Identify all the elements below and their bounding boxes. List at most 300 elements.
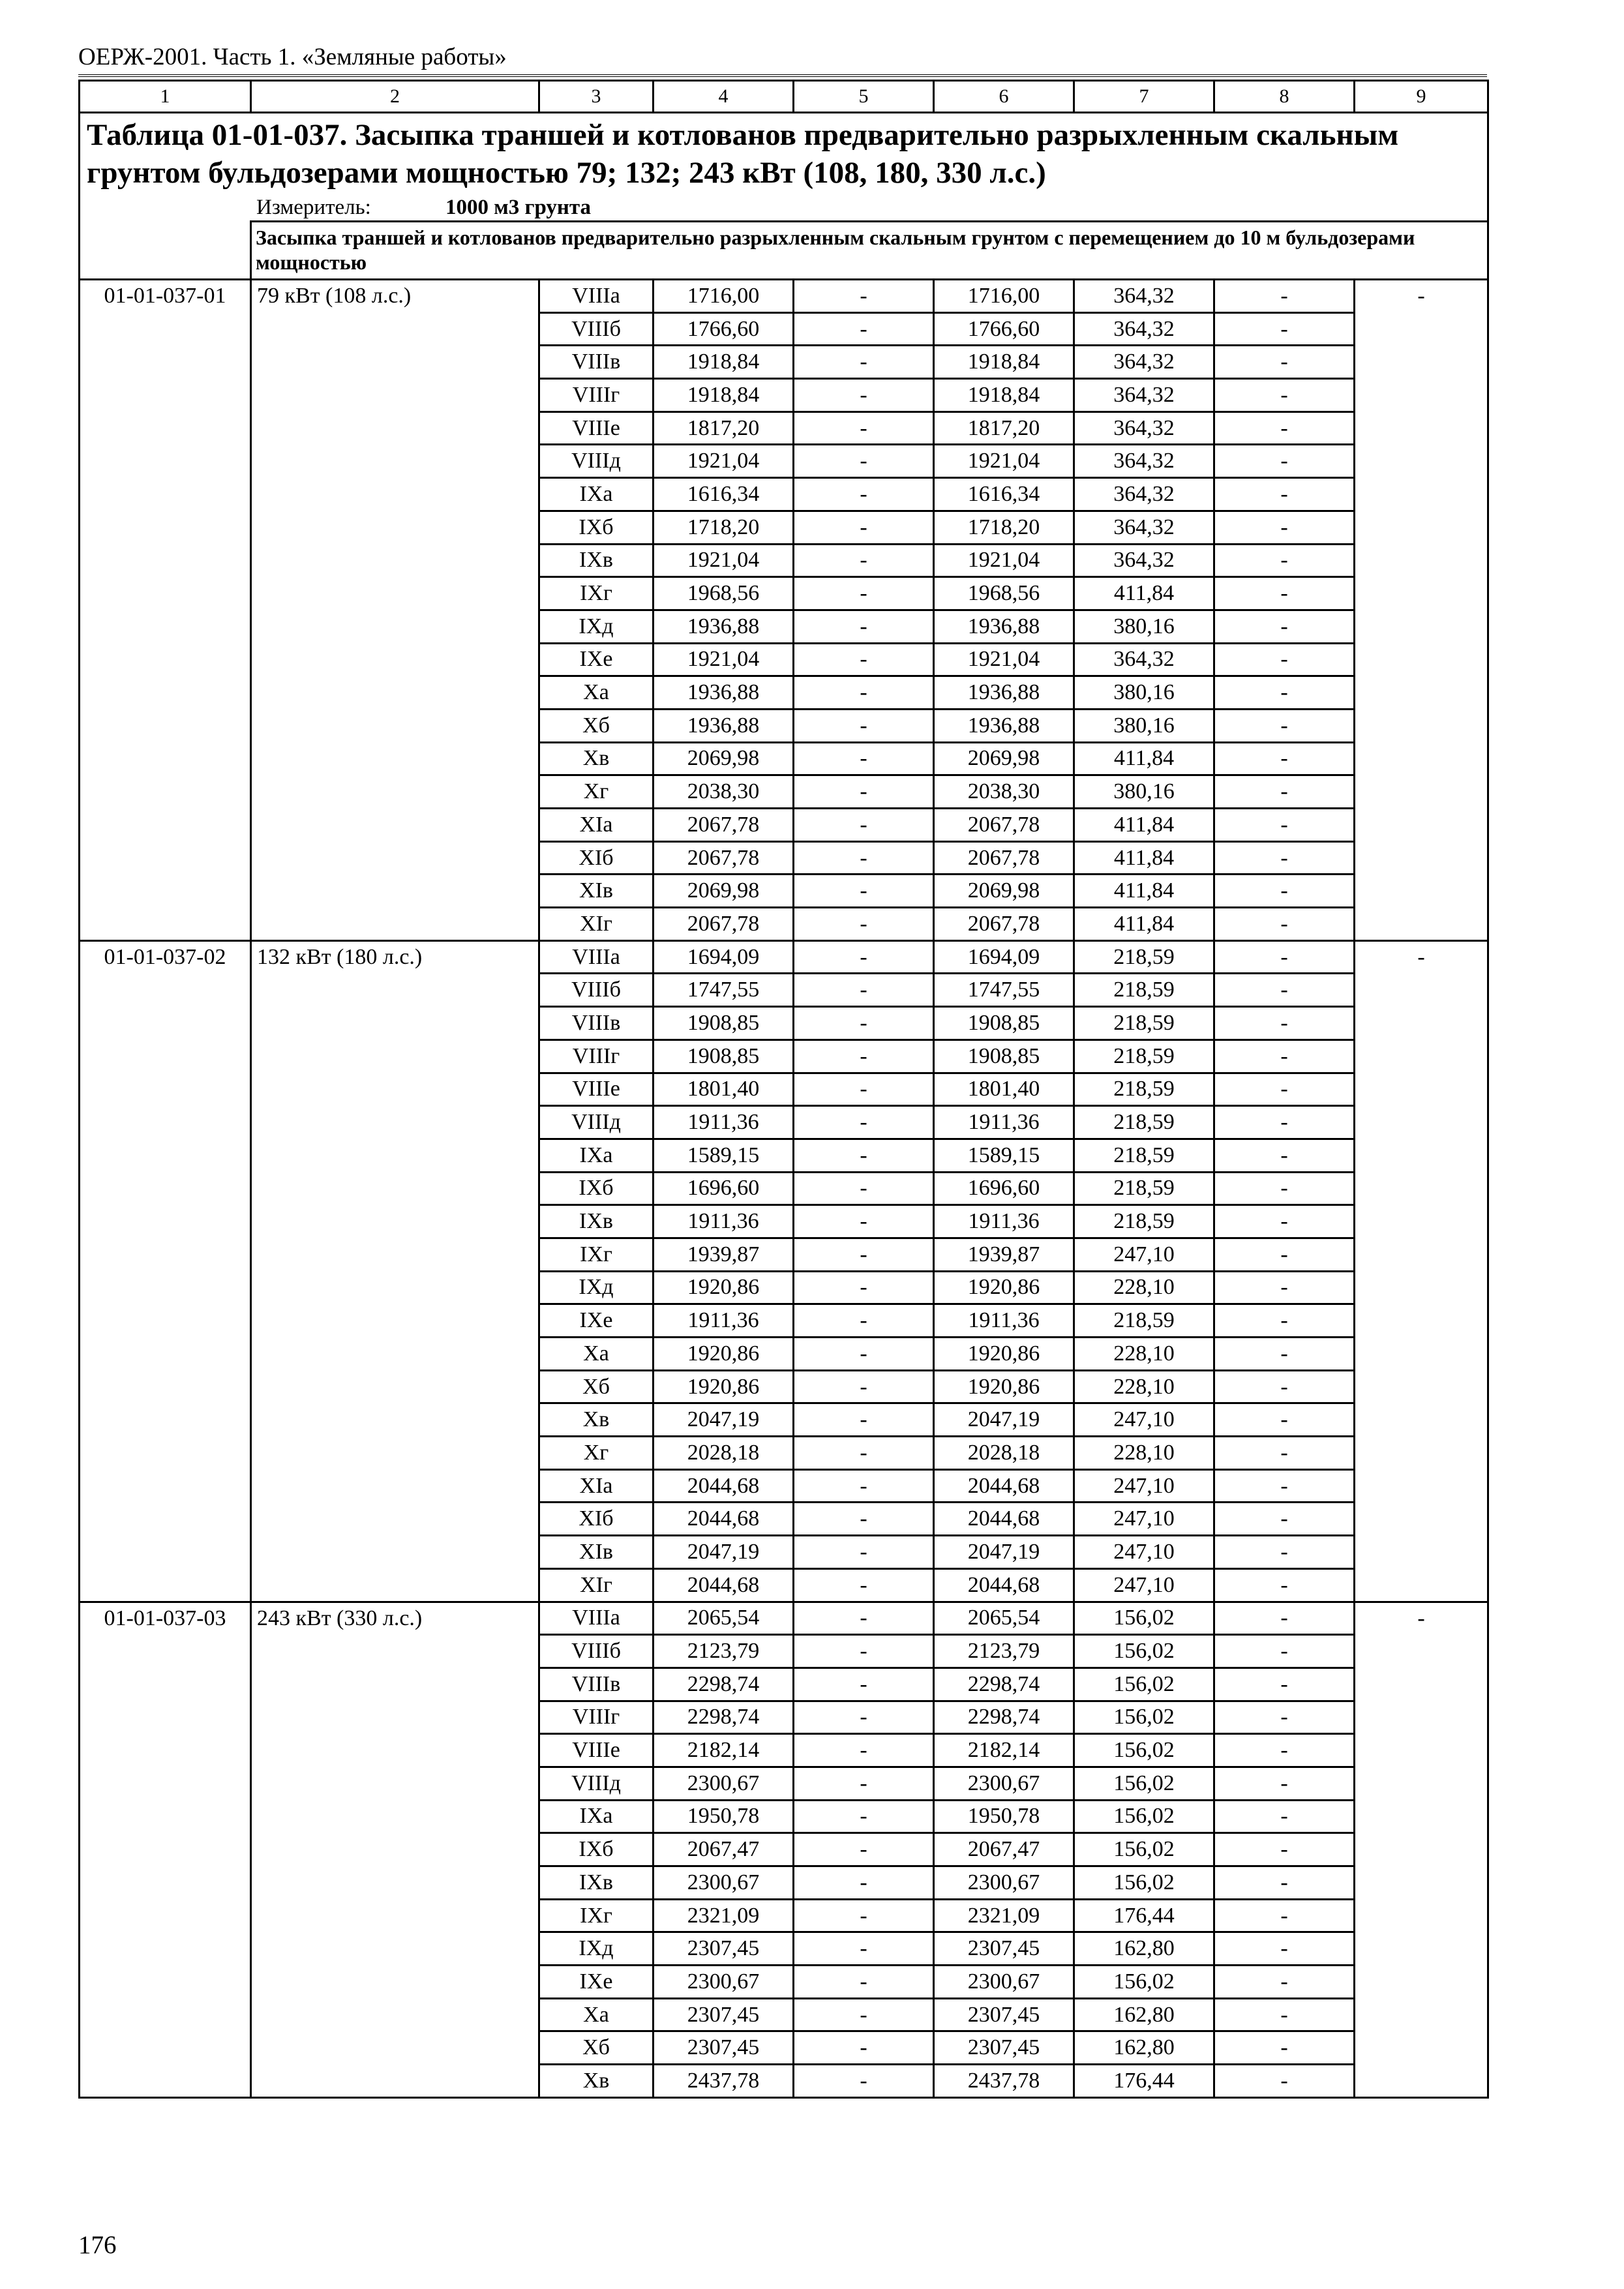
materials-cell: - [1214, 1370, 1355, 1403]
materials-cell: - [1214, 544, 1355, 577]
machinists-wages-cell: 364,32 [1074, 445, 1214, 478]
total-cost-cell: 2300,67 [654, 1866, 794, 1900]
materials-cell: - [1214, 1536, 1355, 1569]
wages-cell: - [794, 610, 934, 643]
soil-group-cell: XIб [539, 1503, 654, 1536]
wages-cell: - [794, 775, 934, 809]
machinists-wages-cell: 364,32 [1074, 312, 1214, 346]
soil-group-cell: Xв [539, 742, 654, 775]
soil-group-cell: IXв [539, 544, 654, 577]
soil-group-cell: XIг [539, 1568, 654, 1602]
soil-group-cell: IXд [539, 610, 654, 643]
materials-cell: - [1214, 2031, 1355, 2065]
machines-cost-cell: 2047,19 [934, 1536, 1074, 1569]
soil-group-cell: VIIIа [539, 280, 654, 313]
soil-group-cell: IXд [539, 1271, 654, 1304]
machines-cost-cell: 1936,88 [934, 610, 1074, 643]
wages-cell: - [794, 379, 934, 412]
measure-row [256, 194, 1481, 220]
wages-cell: - [794, 511, 934, 544]
table-row [80, 940, 1488, 974]
total-cost-cell: 1920,86 [654, 1370, 794, 1403]
soil-group-cell: Xг [539, 775, 654, 809]
machines-cost-cell: 2298,74 [934, 1668, 1074, 1701]
total-cost-cell: 1911,36 [654, 1205, 794, 1238]
wages-cell: - [794, 1568, 934, 1602]
materials-cell: - [1214, 908, 1355, 941]
wages-cell: - [794, 1370, 934, 1403]
machines-cost-cell: 1939,87 [934, 1238, 1074, 1271]
materials-cell: - [1214, 775, 1355, 809]
total-cost-cell: 2044,68 [654, 1503, 794, 1536]
page-number: 176 [78, 2231, 117, 2259]
wages-cell: - [794, 312, 934, 346]
wages-cell: - [794, 841, 934, 875]
materials-cell: - [1214, 841, 1355, 875]
materials-cell: - [1214, 1205, 1355, 1238]
machinists-wages-cell: 364,32 [1074, 280, 1214, 313]
materials-cell: - [1214, 1503, 1355, 1536]
table-row [80, 280, 1488, 313]
materials-cell: - [1214, 875, 1355, 908]
soil-group-cell: IXе [539, 1966, 654, 1999]
total-cost-cell: 2065,54 [654, 1602, 794, 1635]
machines-cost-cell: 1936,88 [934, 676, 1074, 710]
total-cost-cell: 2067,78 [654, 908, 794, 941]
machines-cost-cell: 1747,55 [934, 974, 1074, 1007]
soil-group-cell: IXг [539, 577, 654, 610]
soil-group-cell: VIIIв [539, 1668, 654, 1701]
total-cost-cell: 2300,67 [654, 1966, 794, 1999]
materials-cell: - [1214, 1238, 1355, 1271]
materials-cell: - [1214, 1734, 1355, 1767]
machines-cost-cell: 1801,40 [934, 1073, 1074, 1106]
soil-group-cell: IXе [539, 643, 654, 676]
machines-cost-cell: 2065,54 [934, 1602, 1074, 1635]
total-cost-cell: 2437,78 [654, 2065, 794, 2098]
wages-cell: - [794, 411, 934, 445]
wages-cell: - [794, 1172, 934, 1205]
materials-cell: - [1214, 379, 1355, 412]
table-title-row [80, 113, 1488, 222]
soil-group-cell: IXа [539, 478, 654, 511]
machines-cost-cell: 2307,45 [934, 2031, 1074, 2065]
column-number: 3 [539, 81, 654, 113]
column-number: 6 [934, 81, 1074, 113]
machinists-wages-cell: 411,84 [1074, 908, 1214, 941]
machines-cost-cell: 1817,20 [934, 411, 1074, 445]
machinists-wages-cell: 364,32 [1074, 511, 1214, 544]
total-cost-cell: 1921,04 [654, 445, 794, 478]
soil-group-cell: IXг [539, 1238, 654, 1271]
machines-cost-cell: 1716,00 [934, 280, 1074, 313]
column-number: 4 [654, 81, 794, 113]
machines-cost-cell: 2044,68 [934, 1503, 1074, 1536]
materials-cell: - [1214, 1139, 1355, 1172]
soil-group-cell: Xа [539, 1338, 654, 1371]
wages-cell: - [794, 1338, 934, 1371]
materials-cell: - [1214, 577, 1355, 610]
total-cost-cell: 1766,60 [654, 312, 794, 346]
total-cost-cell: 2067,47 [654, 1833, 794, 1866]
machines-cost-cell: 2067,78 [934, 841, 1074, 875]
table-row [80, 1602, 1488, 1635]
total-cost-cell: 1920,86 [654, 1338, 794, 1371]
work-description: Засыпка траншей и котлованов предварительно разрыхленным скальным грунтом с перемещением до 10 м бульдозерами мощностью [251, 222, 1488, 280]
column-9-cell: - [1355, 280, 1488, 941]
wages-cell: - [794, 1833, 934, 1866]
machinists-wages-cell: 411,84 [1074, 809, 1214, 842]
materials-cell: - [1214, 1172, 1355, 1205]
wages-cell: - [794, 709, 934, 742]
machines-cost-cell: 2300,67 [934, 1966, 1074, 1999]
machines-cost-cell: 1936,88 [934, 709, 1074, 742]
machinists-wages-cell: 380,16 [1074, 709, 1214, 742]
materials-cell: - [1214, 445, 1355, 478]
machines-cost-cell: 2038,30 [934, 775, 1074, 809]
machinists-wages-cell: 364,32 [1074, 643, 1214, 676]
machinists-wages-cell: 411,84 [1074, 577, 1214, 610]
machines-cost-cell: 2300,67 [934, 1767, 1074, 1800]
machines-cost-cell: 1766,60 [934, 312, 1074, 346]
materials-cell: - [1214, 1966, 1355, 1999]
machinists-wages-cell: 156,02 [1074, 1966, 1214, 1999]
soil-group-cell: Xв [539, 2065, 654, 2098]
materials-cell: - [1214, 1338, 1355, 1371]
wages-cell: - [794, 643, 934, 676]
total-cost-cell: 2047,19 [654, 1536, 794, 1569]
wages-cell: - [794, 2065, 934, 2098]
wages-cell: - [794, 1966, 934, 1999]
table-title-cell [80, 113, 1488, 222]
machinists-wages-cell: 218,59 [1074, 974, 1214, 1007]
total-cost-cell: 2044,68 [654, 1469, 794, 1503]
materials-cell: - [1214, 1304, 1355, 1338]
materials-cell: - [1214, 1403, 1355, 1437]
machines-cost-cell: 2067,78 [934, 809, 1074, 842]
soil-group-cell: VIIIа [539, 1602, 654, 1635]
total-cost-cell: 1939,87 [654, 1238, 794, 1271]
materials-cell: - [1214, 1469, 1355, 1503]
wages-cell: - [794, 1734, 934, 1767]
machinists-wages-cell: 228,10 [1074, 1338, 1214, 1371]
total-cost-cell: 2044,68 [654, 1568, 794, 1602]
machinists-wages-cell: 247,10 [1074, 1568, 1214, 1602]
materials-cell: - [1214, 709, 1355, 742]
total-cost-cell: 2307,45 [654, 2031, 794, 2065]
soil-group-cell: VIIIв [539, 346, 654, 379]
machinists-wages-cell: 364,32 [1074, 411, 1214, 445]
soil-group-cell: VIIIв [539, 1007, 654, 1040]
machines-cost-cell: 1911,36 [934, 1205, 1074, 1238]
materials-cell: - [1214, 1568, 1355, 1602]
machines-cost-cell: 2069,98 [934, 742, 1074, 775]
total-cost-cell: 2069,98 [654, 742, 794, 775]
wages-cell: - [794, 1106, 934, 1139]
machines-cost-cell: 2298,74 [934, 1701, 1074, 1734]
machinists-wages-cell: 156,02 [1074, 1668, 1214, 1701]
machinists-wages-cell: 228,10 [1074, 1437, 1214, 1470]
machines-cost-cell: 2044,68 [934, 1568, 1074, 1602]
total-cost-cell: 2028,18 [654, 1437, 794, 1470]
bulldozer-power: 132 кВт (180 л.с.) [251, 940, 539, 1602]
soil-group-cell: IXе [539, 1304, 654, 1338]
wages-cell: - [794, 1767, 934, 1800]
measure-label: Измеритель: [256, 196, 371, 219]
machinists-wages-cell: 156,02 [1074, 1734, 1214, 1767]
materials-cell: - [1214, 1040, 1355, 1073]
soil-group-cell: VIIIе [539, 1073, 654, 1106]
machines-cost-cell: 1921,04 [934, 544, 1074, 577]
machinists-wages-cell: 247,10 [1074, 1469, 1214, 1503]
total-cost-cell: 1616,34 [654, 478, 794, 511]
wages-cell: - [794, 742, 934, 775]
machinists-wages-cell: 162,80 [1074, 1932, 1214, 1966]
wages-cell: - [794, 346, 934, 379]
materials-cell: - [1214, 411, 1355, 445]
machinists-wages-cell: 364,32 [1074, 478, 1214, 511]
wages-cell: - [794, 2031, 934, 2065]
total-cost-cell: 1718,20 [654, 511, 794, 544]
total-cost-cell: 2047,19 [654, 1403, 794, 1437]
column-number: 1 [80, 81, 251, 113]
soil-group-cell: VIIIд [539, 1767, 654, 1800]
materials-cell: - [1214, 1437, 1355, 1470]
rate-code: 01-01-037-01 [80, 280, 251, 941]
materials-cell: - [1214, 1899, 1355, 1932]
wages-cell: - [794, 1932, 934, 1966]
total-cost-cell: 1950,78 [654, 1800, 794, 1833]
wages-cell: - [794, 1205, 934, 1238]
wages-cell: - [794, 1899, 934, 1932]
soil-group-cell: XIа [539, 1469, 654, 1503]
wages-cell: - [794, 1635, 934, 1668]
total-cost-cell: 2182,14 [654, 1734, 794, 1767]
soil-group-cell: Xб [539, 709, 654, 742]
machines-cost-cell: 1921,04 [934, 445, 1074, 478]
machines-cost-cell: 1920,86 [934, 1370, 1074, 1403]
machines-cost-cell: 1908,85 [934, 1040, 1074, 1073]
blank-cell [80, 222, 251, 280]
wages-cell: - [794, 908, 934, 941]
materials-cell: - [1214, 2065, 1355, 2098]
machines-cost-cell: 2067,78 [934, 908, 1074, 941]
soil-group-cell: Xа [539, 676, 654, 710]
wages-cell: - [794, 445, 934, 478]
total-cost-cell: 1920,86 [654, 1271, 794, 1304]
total-cost-cell: 1694,09 [654, 940, 794, 974]
total-cost-cell: 2069,98 [654, 875, 794, 908]
materials-cell: - [1214, 1998, 1355, 2031]
total-cost-cell: 1801,40 [654, 1073, 794, 1106]
soil-group-cell: VIIIг [539, 1701, 654, 1734]
machines-cost-cell: 1616,34 [934, 478, 1074, 511]
machinists-wages-cell: 247,10 [1074, 1536, 1214, 1569]
materials-cell: - [1214, 1800, 1355, 1833]
machines-cost-cell: 1589,15 [934, 1139, 1074, 1172]
machines-cost-cell: 1718,20 [934, 511, 1074, 544]
total-cost-cell: 1911,36 [654, 1304, 794, 1338]
soil-group-cell: VIIIб [539, 312, 654, 346]
wages-cell: - [794, 1073, 934, 1106]
soil-group-cell: Xв [539, 1403, 654, 1437]
machinists-wages-cell: 411,84 [1074, 742, 1214, 775]
materials-cell: - [1214, 312, 1355, 346]
soil-group-cell: VIIIе [539, 1734, 654, 1767]
machinists-wages-cell: 218,59 [1074, 1040, 1214, 1073]
soil-group-cell: IXд [539, 1932, 654, 1966]
machinists-wages-cell: 218,59 [1074, 1007, 1214, 1040]
column-number: 9 [1355, 81, 1488, 113]
machines-cost-cell: 2069,98 [934, 875, 1074, 908]
machines-cost-cell: 1694,09 [934, 940, 1074, 974]
wages-cell: - [794, 577, 934, 610]
total-cost-cell: 1921,04 [654, 643, 794, 676]
wages-cell: - [794, 1271, 934, 1304]
machines-cost-cell: 2044,68 [934, 1469, 1074, 1503]
machines-cost-cell: 1950,78 [934, 1800, 1074, 1833]
wages-cell: - [794, 875, 934, 908]
total-cost-cell: 1716,00 [654, 280, 794, 313]
wages-cell: - [794, 1304, 934, 1338]
materials-cell: - [1214, 1007, 1355, 1040]
soil-group-cell: IXб [539, 511, 654, 544]
soil-group-cell: Xб [539, 2031, 654, 2065]
machinists-wages-cell: 247,10 [1074, 1503, 1214, 1536]
machinists-wages-cell: 411,84 [1074, 841, 1214, 875]
machinists-wages-cell: 156,02 [1074, 1866, 1214, 1900]
machines-cost-cell: 1696,60 [934, 1172, 1074, 1205]
soil-group-cell: XIв [539, 875, 654, 908]
wages-cell: - [794, 940, 934, 974]
materials-cell: - [1214, 346, 1355, 379]
machines-cost-cell: 1920,86 [934, 1271, 1074, 1304]
machines-cost-cell: 2123,79 [934, 1635, 1074, 1668]
soil-group-cell: VIIIд [539, 1106, 654, 1139]
total-cost-cell: 2067,78 [654, 841, 794, 875]
soil-group-cell: VIIIг [539, 379, 654, 412]
total-cost-cell: 1911,36 [654, 1106, 794, 1139]
bulldozer-power: 243 кВт (330 л.с.) [251, 1602, 539, 2097]
machines-cost-cell: 1920,86 [934, 1338, 1074, 1371]
materials-cell: - [1214, 1602, 1355, 1635]
wages-cell: - [794, 1007, 934, 1040]
total-cost-cell: 2307,45 [654, 1998, 794, 2031]
wages-cell: - [794, 1040, 934, 1073]
total-cost-cell: 1817,20 [654, 411, 794, 445]
wages-cell: - [794, 1998, 934, 2031]
soil-group-cell: IXг [539, 1899, 654, 1932]
rate-code: 01-01-037-03 [80, 1602, 251, 2097]
wages-cell: - [794, 1503, 934, 1536]
rates-table [78, 80, 1489, 2099]
machinists-wages-cell: 156,02 [1074, 1701, 1214, 1734]
machines-cost-cell: 2321,09 [934, 1899, 1074, 1932]
total-cost-cell: 2038,30 [654, 775, 794, 809]
machinists-wages-cell: 218,59 [1074, 1205, 1214, 1238]
machinists-wages-cell: 380,16 [1074, 610, 1214, 643]
page-header: ОЕРЖ-2001. Часть 1. «Земляные работы» [78, 40, 1487, 77]
wages-cell: - [794, 1800, 934, 1833]
machinists-wages-cell: 380,16 [1074, 775, 1214, 809]
column-9-cell: - [1355, 1602, 1488, 2097]
machinists-wages-cell: 156,02 [1074, 1800, 1214, 1833]
machinists-wages-cell: 364,32 [1074, 544, 1214, 577]
soil-group-cell: VIIIе [539, 411, 654, 445]
column-numbers-row [80, 81, 1488, 113]
machinists-wages-cell: 218,59 [1074, 1073, 1214, 1106]
machines-cost-cell: 2067,47 [934, 1833, 1074, 1866]
wages-cell: - [794, 1403, 934, 1437]
materials-cell: - [1214, 1106, 1355, 1139]
wages-cell: - [794, 280, 934, 313]
wages-cell: - [794, 1437, 934, 1470]
machines-cost-cell: 2182,14 [934, 1734, 1074, 1767]
wages-cell: - [794, 1866, 934, 1900]
materials-cell: - [1214, 676, 1355, 710]
machinists-wages-cell: 218,59 [1074, 940, 1214, 974]
machinists-wages-cell: 162,80 [1074, 2031, 1214, 2065]
machines-cost-cell: 2307,45 [934, 1998, 1074, 2031]
total-cost-cell: 1589,15 [654, 1139, 794, 1172]
machinists-wages-cell: 380,16 [1074, 676, 1214, 710]
column-number: 7 [1074, 81, 1214, 113]
materials-cell: - [1214, 1767, 1355, 1800]
wages-cell: - [794, 1139, 934, 1172]
machines-cost-cell: 2300,67 [934, 1866, 1074, 1900]
wages-cell: - [794, 809, 934, 842]
wages-cell: - [794, 1668, 934, 1701]
soil-group-cell: IXа [539, 1800, 654, 1833]
total-cost-cell: 2321,09 [654, 1899, 794, 1932]
column-number: 2 [251, 81, 539, 113]
soil-group-cell: XIа [539, 809, 654, 842]
total-cost-cell: 1908,85 [654, 1007, 794, 1040]
machines-cost-cell: 1911,36 [934, 1106, 1074, 1139]
machinists-wages-cell: 247,10 [1074, 1238, 1214, 1271]
wages-cell: - [794, 974, 934, 1007]
machinists-wages-cell: 176,44 [1074, 1899, 1214, 1932]
machinists-wages-cell: 364,32 [1074, 379, 1214, 412]
machinists-wages-cell: 218,59 [1074, 1106, 1214, 1139]
column-9-cell: - [1355, 940, 1488, 1602]
total-cost-cell: 1921,04 [654, 544, 794, 577]
machines-cost-cell: 2437,78 [934, 2065, 1074, 2098]
wages-cell: - [794, 1701, 934, 1734]
materials-cell: - [1214, 610, 1355, 643]
soil-group-cell: IXб [539, 1172, 654, 1205]
total-cost-cell: 2298,74 [654, 1701, 794, 1734]
soil-group-cell: XIг [539, 908, 654, 941]
soil-group-cell: VIIIб [539, 974, 654, 1007]
soil-group-cell: VIIIд [539, 445, 654, 478]
materials-cell: - [1214, 809, 1355, 842]
machines-cost-cell: 1908,85 [934, 1007, 1074, 1040]
machinists-wages-cell: 228,10 [1074, 1271, 1214, 1304]
column-number: 8 [1214, 81, 1355, 113]
wages-cell: - [794, 1469, 934, 1503]
machinists-wages-cell: 228,10 [1074, 1370, 1214, 1403]
total-cost-cell: 1696,60 [654, 1172, 794, 1205]
materials-cell: - [1214, 1833, 1355, 1866]
machines-cost-cell: 1921,04 [934, 643, 1074, 676]
soil-group-cell: Xа [539, 1998, 654, 2031]
machinists-wages-cell: 156,02 [1074, 1602, 1214, 1635]
materials-cell: - [1214, 1668, 1355, 1701]
column-number: 5 [794, 81, 934, 113]
machinists-wages-cell: 156,02 [1074, 1635, 1214, 1668]
machinists-wages-cell: 218,59 [1074, 1304, 1214, 1338]
